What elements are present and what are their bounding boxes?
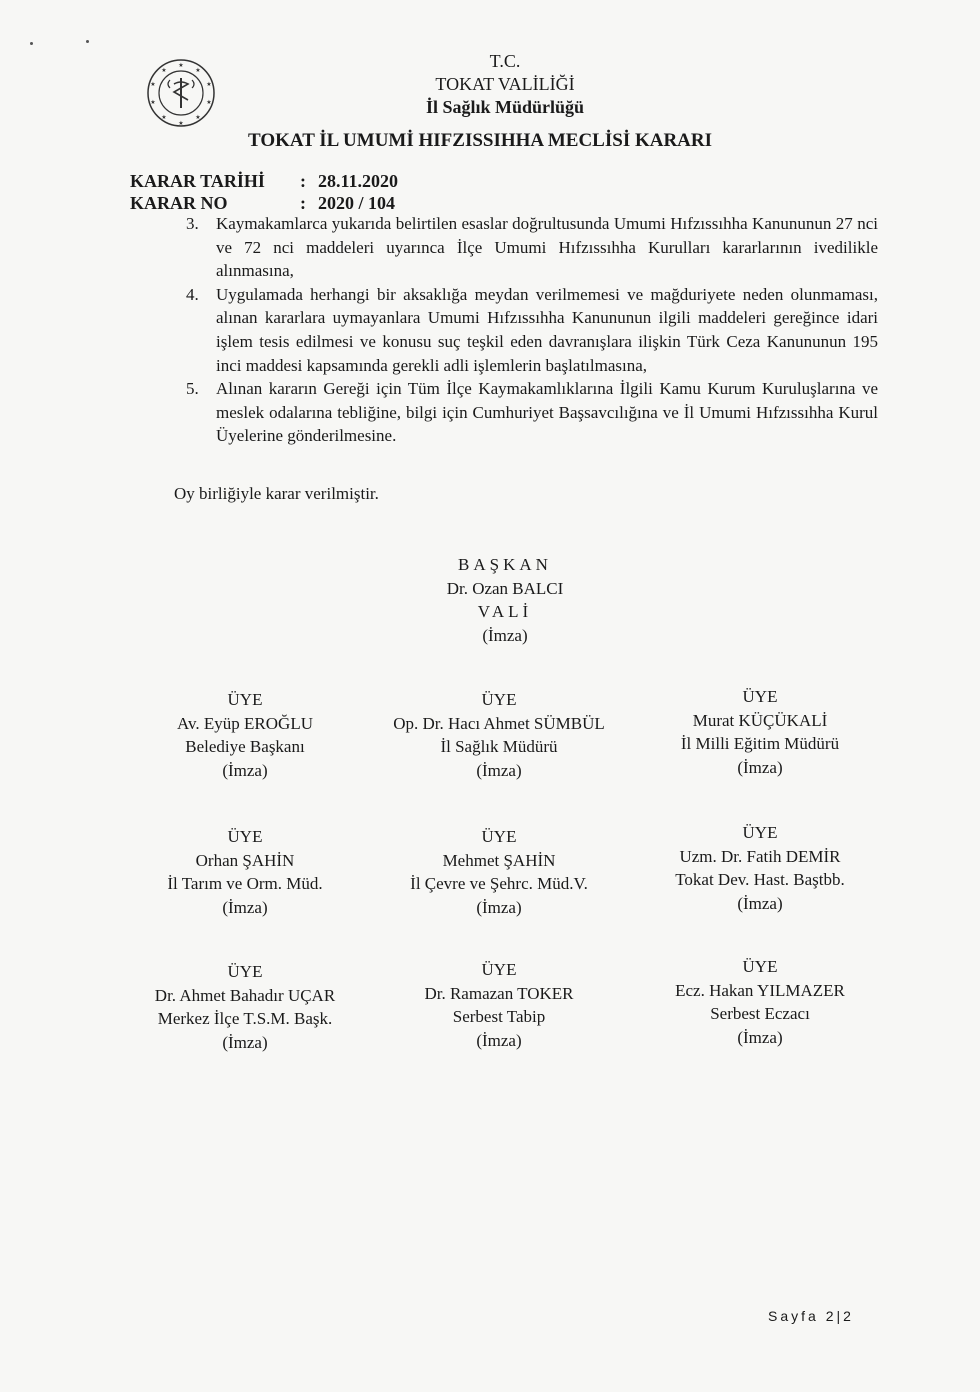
member-signature-block — [368, 825, 630, 919]
directorate-heading: İl Sağlık Müdürlüğü — [425, 97, 585, 117]
member-signature-block — [650, 955, 870, 1049]
member-title: İl Milli Eğitim Müdürü — [680, 734, 840, 753]
colon: : — [300, 193, 306, 213]
decision-date-label: KARAR TARİHİ — [130, 171, 265, 191]
member-title: İl Sağlık Müdürü — [440, 737, 558, 756]
svg-text:★: ★ — [161, 115, 167, 121]
decision-meta — [130, 170, 398, 214]
decision-statement: Oy birliğiyle karar verilmiştir. — [174, 484, 379, 503]
item-number: 4. — [186, 284, 199, 304]
member-title: İl Çevre ve Şehrc. Müd.V. — [410, 874, 588, 893]
member-title: Serbest Tabip — [452, 1007, 546, 1026]
member-role: ÜYE — [481, 827, 517, 846]
colon: : — [300, 171, 306, 191]
governorship-heading: TOKAT VALİLİĞİ — [435, 74, 575, 94]
member-role: ÜYE — [742, 823, 778, 842]
member-name: Av. Eyüp EROĞLU — [177, 713, 313, 733]
member-signature-block — [130, 688, 360, 782]
member-signature-block — [368, 688, 630, 782]
member-role: ÜYE — [742, 957, 778, 976]
member-role: ÜYE — [481, 960, 517, 979]
member-name: Murat KÜÇÜKALİ — [692, 710, 828, 730]
svg-text:★: ★ — [150, 82, 156, 88]
member-sign: (İmza) — [222, 1032, 268, 1052]
member-sign: (İmza) — [476, 760, 522, 780]
item-number: 3. — [186, 214, 199, 233]
decision-number-label: KARAR NO — [130, 193, 228, 213]
member-signature-block — [650, 685, 870, 779]
member-name: Dr. Ahmet Bahadır UÇAR — [154, 985, 336, 1005]
member-signature-block — [130, 960, 360, 1054]
decision-items-list — [186, 212, 878, 448]
item-number: 5. — [186, 379, 199, 399]
list-item — [186, 377, 878, 448]
member-role: ÜYE — [481, 690, 517, 709]
member-role: ÜYE — [227, 827, 263, 846]
member-name: Dr. Ramazan TOKER — [424, 983, 574, 1003]
chair-title: VALİ — [477, 602, 533, 621]
member-sign: (İmza) — [222, 897, 268, 917]
page-number: Sayfa 2|2 — [768, 1308, 854, 1324]
svg-text:★: ★ — [178, 63, 184, 69]
chair-name: Dr. Ozan BALCI — [446, 578, 564, 598]
item-text: Kaymakamlarca yukarıda belirtilen esaslar doğrultusunda Umumi Hıfzıssıhha Kanununun 27 nci ve 72 nci maddeleri uyarınca İlçe Umumi Hıfzıssıhha Kurulları kararlarının ivedilikle alınmasına, — [216, 214, 878, 281]
item-text: Uygulamada herhangi bir aksaklığa meydan verilmemesi ve mağduriyete neden olunmaması, alınan kararlara uymayanlara Umumi Hıfzıssıhha Kanununun ilgili maddeleri gereğince idari işlem tesis edilmesi ve konusu suç teşkil eden davranışlara ilişkin Türk Ceza Kanununun 195 inci maddesi kapsamında gerekli adli işlemlerin başlatılmasına, — [216, 284, 878, 375]
member-title: Merkez İlçe T.S.M. Başk. — [157, 1009, 333, 1028]
chair-signature-block — [370, 553, 640, 647]
chair-sign: (İmza) — [482, 625, 528, 645]
member-name: Uzm. Dr. Fatih DEMİR — [679, 846, 841, 866]
member-signature-block — [130, 825, 360, 919]
decision-number-value: 2020 / 104 — [318, 193, 396, 213]
member-title: Tokat Dev. Hast. Baştbb. — [675, 870, 845, 889]
member-sign: (İmza) — [476, 1030, 522, 1050]
member-title: Serbest Eczacı — [710, 1004, 810, 1023]
svg-text:★: ★ — [195, 115, 201, 121]
member-title: Belediye Başkanı — [185, 737, 305, 756]
member-title: İl Tarım ve Orm. Müd. — [167, 874, 323, 893]
letterhead — [380, 50, 630, 119]
member-role: ÜYE — [742, 687, 778, 706]
member-signature-block — [368, 958, 630, 1052]
member-name: Ecz. Hakan YILMAZER — [675, 980, 845, 1000]
decision-number-row — [130, 192, 398, 214]
svg-text:★: ★ — [150, 100, 156, 106]
scan-speck — [86, 40, 89, 43]
member-name: Orhan ŞAHİN — [195, 850, 295, 870]
svg-text:★: ★ — [206, 82, 212, 88]
member-signature-block — [650, 821, 870, 915]
svg-text:★: ★ — [161, 68, 167, 74]
country-heading: T.C. — [489, 51, 521, 71]
document-title: TOKAT İL UMUMİ HIFZISSIHHA MECLİSİ KARARI — [248, 130, 713, 151]
scan-speck — [30, 42, 33, 45]
svg-text:★: ★ — [178, 121, 184, 127]
list-item — [186, 212, 878, 283]
svg-text:★: ★ — [195, 68, 201, 74]
decision-date-row — [130, 170, 398, 192]
ministry-of-health-logo-icon — [146, 58, 216, 128]
member-name: Op. Dr. Hacı Ahmet SÜMBÜL — [393, 713, 605, 733]
member-sign: (İmza) — [737, 757, 783, 777]
item-text: Alınan kararın Gereği için Tüm İlçe Kaymakamlıklarına İlgili Kamu Kurum Kuruluşlarına ve meslek odalarına tebliğine, bilgi için Cumhuriyet Başsavcılığına ve İl Umumi Hıfzıssıhha Kurul Üyelerine gönderilmesine. — [216, 379, 878, 446]
member-role: ÜYE — [227, 962, 263, 981]
svg-text:★: ★ — [206, 100, 212, 106]
list-item — [186, 283, 878, 377]
decision-date-value: 28.11.2020 — [318, 171, 399, 191]
member-sign: (İmza) — [476, 897, 522, 917]
chair-role: BAŞKAN — [458, 555, 552, 574]
member-sign: (İmza) — [737, 1027, 783, 1047]
member-sign: (İmza) — [737, 893, 783, 913]
member-name: Mehmet ŞAHİN — [442, 850, 556, 870]
member-sign: (İmza) — [222, 760, 268, 780]
member-role: ÜYE — [227, 690, 263, 709]
